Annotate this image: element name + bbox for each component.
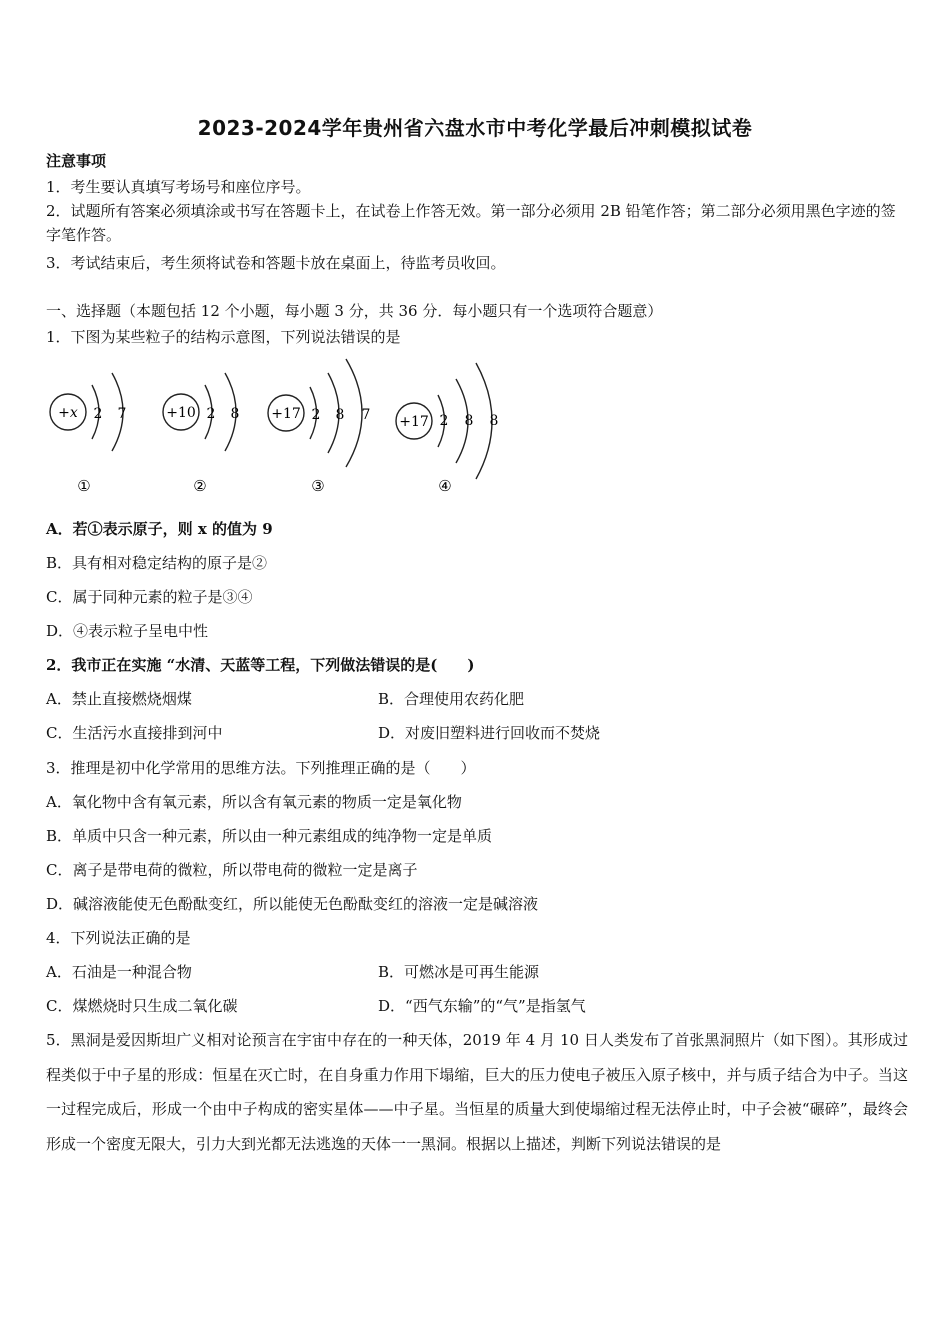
shell-electrons: 8 [489, 413, 499, 429]
nucleus-label: +x [58, 405, 78, 421]
particle-label: ③ [311, 477, 325, 495]
shell-electrons: 7 [361, 407, 371, 423]
shell-electrons: 2 [439, 413, 449, 429]
q4-option-b: B．可燃冰是可再生能源 [378, 963, 540, 981]
q1-option-a: A．若①表示原子，则 x 的值为 9 [46, 520, 273, 538]
shell-electrons: 2 [311, 407, 321, 423]
shell-electrons: 7 [117, 406, 127, 422]
particle-1 [50, 373, 126, 495]
q1-stem: 1．下图为某些粒子的结构示意图，下列说法错误的是 [46, 328, 401, 346]
shell-electrons: 8 [464, 413, 474, 429]
particle-3 [268, 359, 370, 495]
particle-label: ② [193, 477, 207, 495]
q2-stem: 2．我市正在实施 “水清、天蓝等工程，下列做法错误的是( ) [46, 656, 475, 674]
shell-electrons: 2 [206, 406, 216, 422]
notice-item-2: 2．试题所有答案必须填涂或书写在答题卡上，在试卷上作答无效。第一部分必须用 2B 铅笔作答；第二部分必须用黑色字迹的签字笔作答。 [46, 202, 896, 244]
q4-option-c: C．煤燃烧时只生成二氧化碳 [46, 997, 238, 1015]
q3-option-d: D．碱溶液能使无色酚酞变红，所以能使无色酚酞变红的溶液一定是碱溶液 [46, 895, 539, 913]
q1-option-c: C．属于同种元素的粒子是③④ [46, 588, 253, 606]
notice-heading: 注意事项 [46, 152, 107, 170]
q3-stem: 3．推理是初中化学常用的思维方法。下列推理正确的是（ ） [46, 759, 476, 777]
q4-option-d: D．“西气东输”的“气”是指氢气 [378, 997, 586, 1015]
q2-option-a: A．禁止直接燃烧烟煤 [46, 690, 192, 708]
page-title: 2023-2024学年贵州省六盘水市中考化学最后冲刺模拟试卷 [197, 116, 753, 140]
section-heading: 一、选择题（本题包括 12 个小题，每小题 3 分，共 36 分．每小题只有一个选项符合题意） [46, 302, 663, 320]
q1-option-d: D．④表示粒子呈电中性 [46, 622, 209, 640]
atomic-structure-diagram [40, 355, 520, 505]
nucleus-label: +17 [399, 414, 429, 430]
shell-electrons: 2 [93, 406, 103, 422]
q4-option-a: A．石油是一种混合物 [46, 963, 192, 981]
q5-stem: 5．黑洞是爱因斯坦广义相对论预言在宇宙中存在的一种天体，2019 年 4 月 10 日人类发布了首张黑洞照片（如下图）。其形成过程类似于中子星的形成：恒星在灭亡时，在自身重力作用下塌缩，巨大的压力使电子被压入原子核中，并与质子结合为中子。当这一过程完成后，形成一个由中子构成的密实星体——中子星。当恒星的质量大到使塌缩过程无法停止时，中子会被“碾碎”，最终会形成一个密度无限大，引力大到光都无法逃逸的天体一一黑洞。根据以上描述，判断下列说法错误的是 [46, 1031, 908, 1153]
q1-option-b: B．具有相对稳定结构的原子是② [46, 554, 268, 572]
particle-4 [396, 363, 498, 495]
nucleus-label: +17 [271, 406, 301, 422]
q3-option-c: C．离子是带电荷的微粒，所以带电荷的微粒一定是离子 [46, 861, 418, 879]
q3-option-a: A．氧化物中含有氧元素，所以含有氧元素的物质一定是氧化物 [46, 793, 462, 811]
notice-item-3: 3．考试结束后，考生须将试卷和答题卡放在桌面上，待监考员收回。 [46, 254, 506, 272]
q2-option-d: D．对废旧塑料进行回收而不焚烧 [378, 724, 601, 742]
q2-option-b: B．合理使用农药化肥 [378, 690, 525, 708]
particle-label: ① [77, 477, 91, 495]
q3-option-b: B．单质中只含一种元素，所以由一种元素组成的纯净物一定是单质 [46, 827, 493, 845]
shell-electrons: 8 [230, 406, 240, 422]
particle-2 [163, 373, 239, 495]
q4-stem: 4．下列说法正确的是 [46, 929, 191, 947]
notice-item-1: 1．考生要认真填写考场号和座位序号。 [46, 178, 311, 196]
shell-electrons: 8 [335, 407, 345, 423]
q2-option-c: C．生活污水直接排到河中 [46, 724, 223, 742]
particle-label: ④ [438, 477, 452, 495]
nucleus-label: +10 [166, 405, 196, 421]
